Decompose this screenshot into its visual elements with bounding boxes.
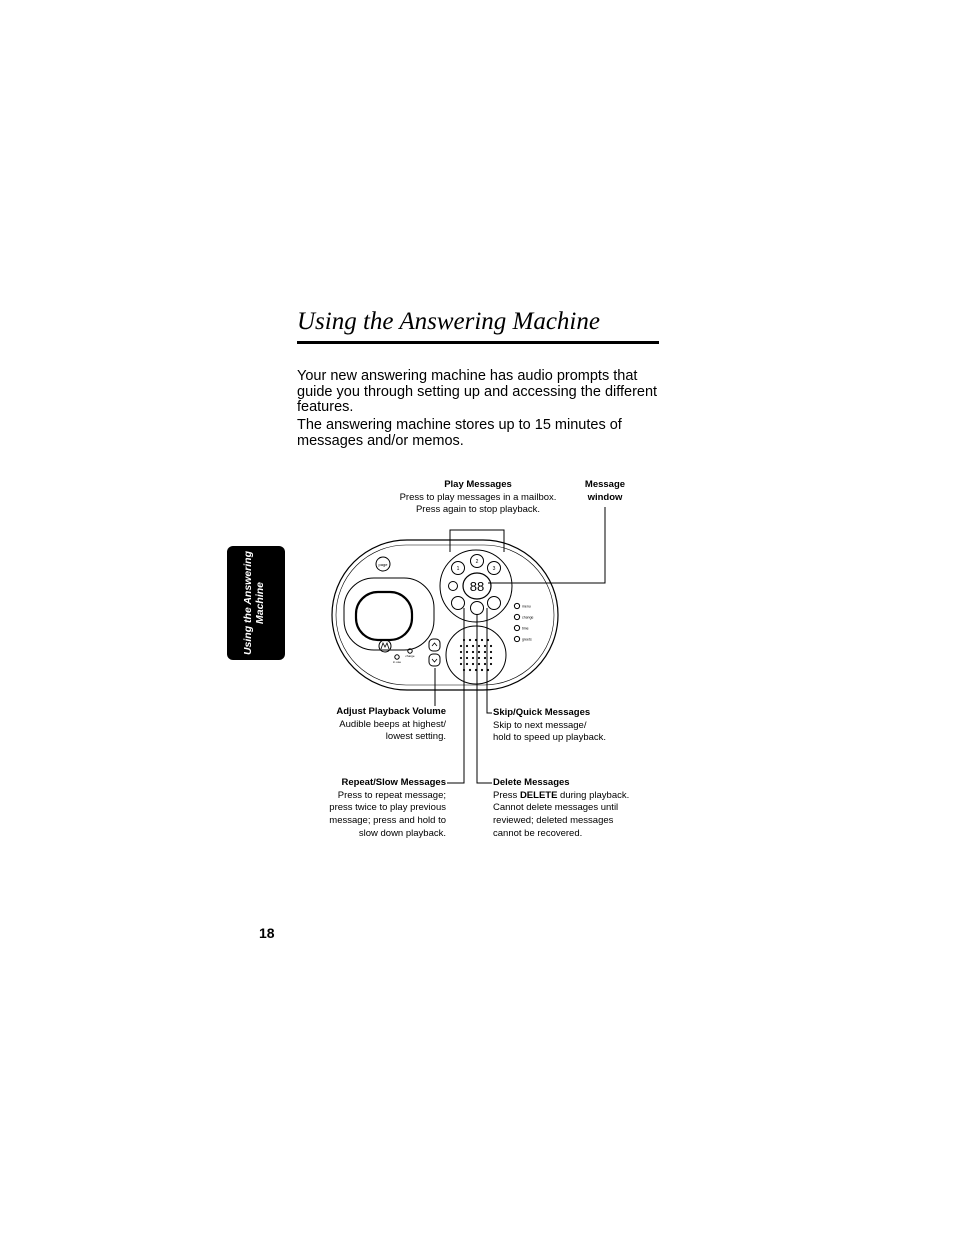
window-leader — [488, 507, 605, 583]
change-label: change — [522, 615, 534, 620]
repeat-callout: Repeat/Slow Messages Press to repeat message; press twice to play previous message; press and hold to slow down playback. — [329, 777, 446, 839]
time-label: time — [522, 626, 529, 631]
skip-button — [488, 597, 501, 610]
speaker-grille — [446, 626, 506, 684]
mailbox-2-label: 2 — [475, 559, 479, 565]
delete-leader — [477, 614, 492, 783]
mailbox-3-label: 3 — [492, 566, 496, 572]
display-digits: 88 — [469, 579, 485, 594]
time-button — [514, 625, 519, 630]
mailbox-1-label: 1 — [456, 566, 460, 572]
page-title: Using the Answering Machine — [297, 308, 600, 335]
menu-button — [514, 603, 519, 608]
charge-label: charge — [405, 654, 415, 658]
in-use-label: in use — [392, 660, 402, 664]
greets-button — [514, 636, 519, 641]
page-number: 18 — [259, 925, 275, 941]
delete-callout: Delete Messages Press DELETE during playback. Cannot delete messages until reviewed; deleted messages cannot be recovered. — [493, 777, 630, 839]
intro-paragraph: Your new answering machine has audio prompts that guide you through setting up and accessing the different features. — [297, 368, 658, 415]
handset-window — [356, 592, 412, 640]
play-messages-callout: Play Messages Press to play messages in a mailbox. Press again to stop playback. — [399, 479, 557, 516]
volume-down-button — [429, 654, 440, 666]
section-tab-label: Using the Answering Machine — [242, 550, 266, 656]
onoff-button — [449, 582, 458, 591]
message-window-callout: Message window — [584, 479, 626, 503]
skip-leader — [487, 608, 492, 713]
in-use-indicator — [395, 655, 399, 659]
storage-paragraph: The answering machine stores up to 15 minutes of messages and/or memos. — [297, 417, 622, 449]
menu-label: menu — [522, 604, 531, 609]
delete-button — [471, 602, 484, 615]
volume-callout: Adjust Playback Volume Audible beeps at highest/ lowest setting. — [336, 706, 446, 743]
skip-callout: Skip/Quick Messages Skip to next message/ hold to speed up playback. — [493, 707, 607, 744]
repeat-button — [452, 597, 465, 610]
greets-label: greets — [522, 637, 532, 642]
change-button — [514, 614, 519, 619]
page-button-label: page — [378, 562, 388, 567]
volume-up-button — [429, 639, 440, 651]
